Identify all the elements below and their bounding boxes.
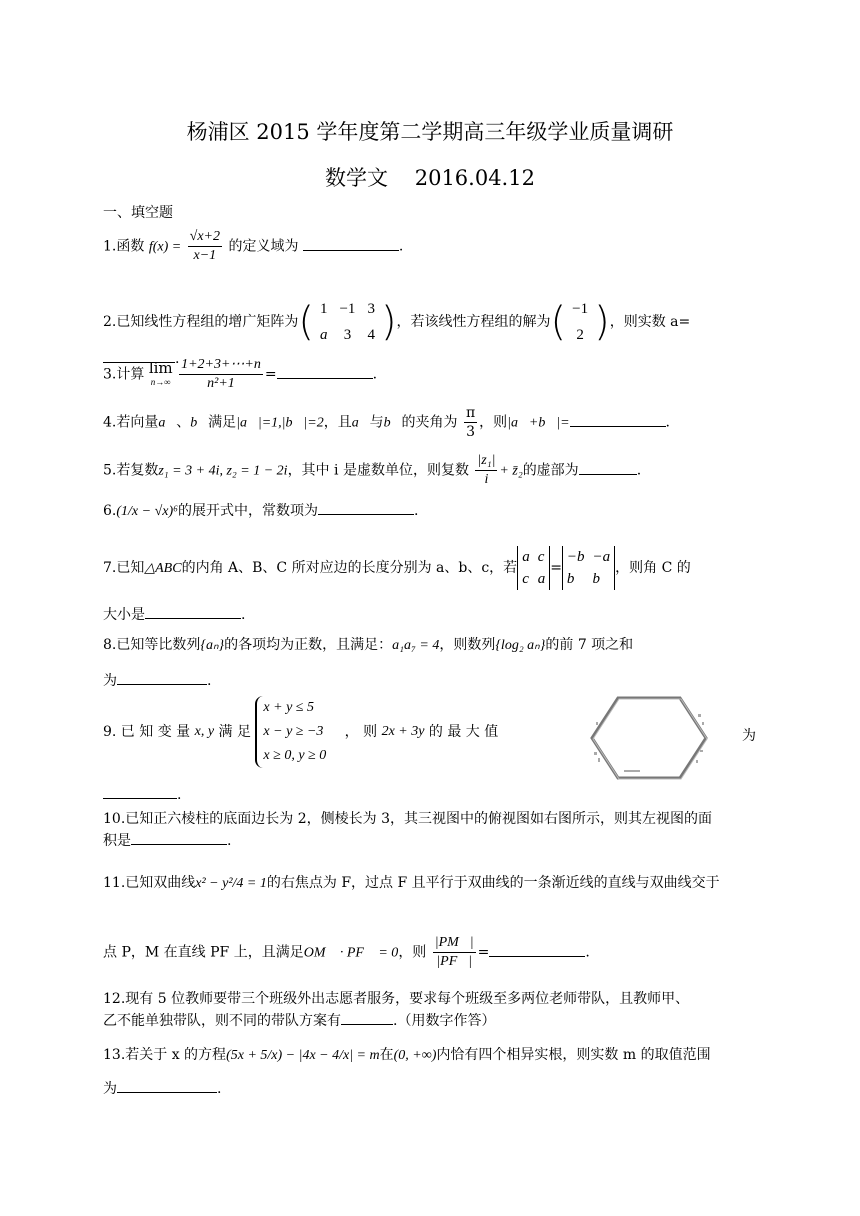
question-12 xyxy=(103,988,758,1010)
hexagon-icon xyxy=(588,692,710,784)
q8-sequence: {aₙ} xyxy=(200,638,225,653)
q11-prefix: 11.已知双曲线 xyxy=(103,875,196,891)
q1-denominator: x−1 xyxy=(193,248,217,263)
q5-expression: z₁ = 3 + 4i, z₂ = 1 − 2i xyxy=(158,463,288,479)
q5-prefix: 5.若复数 xyxy=(103,462,159,479)
q12-line2: 乙不能单独带队，则不同的带队方案有 xyxy=(103,1013,341,1029)
q2-cell: 3 xyxy=(367,301,375,317)
q3-answer-blank[interactable] xyxy=(277,364,373,379)
q9-end: . xyxy=(177,787,182,803)
q11-answer-blank[interactable] xyxy=(489,942,585,957)
q6-text: 的展开式中，常数项为 xyxy=(178,503,318,519)
q13-line2: 为 xyxy=(103,1081,117,1097)
question-10 xyxy=(103,808,758,830)
q3-lim: lim xyxy=(148,358,173,377)
q7-det-cell: c xyxy=(537,549,545,565)
q9-text: 满 足 xyxy=(218,724,251,740)
question-3 xyxy=(103,356,758,393)
q8-prefix: 8.已知等比数列 xyxy=(103,637,201,653)
question-7 xyxy=(103,546,758,590)
q4-magnitude: |a⃗+b⃗|= xyxy=(507,415,570,431)
q2-cell: 3 xyxy=(343,327,352,343)
q2-cell: −1 xyxy=(339,301,356,317)
q5-text: ，其中 i 是虚数单位，则复数 xyxy=(287,462,469,479)
q3-denominator: n²+1 xyxy=(207,376,235,391)
q2-sol-rparen: ) xyxy=(594,299,610,345)
q3-eq: = xyxy=(264,366,277,383)
q1-fraction xyxy=(188,228,222,265)
q8-text: 的前 7 项之和 xyxy=(545,637,634,653)
q11-denominator: |PF⃗| xyxy=(436,954,473,969)
question-10-line-2 xyxy=(103,830,758,852)
q5-answer-blank[interactable] xyxy=(579,460,637,475)
q10-line2: 积是 xyxy=(103,833,131,849)
q5-end: . xyxy=(636,462,642,479)
q12-answer-blank[interactable] xyxy=(341,1010,393,1025)
q2-prefix: 2.已知线性方程组的增广矩阵为 xyxy=(103,314,299,330)
q3-prefix: 3.计算 xyxy=(103,366,145,383)
q8-text: 的各项均为正数，且满足： xyxy=(224,637,393,653)
q1-function: f(x) = xyxy=(148,239,182,255)
q7-det-cell: b xyxy=(566,571,575,587)
question-13-line-2 xyxy=(103,1078,758,1100)
q12-text: 12.现有 5 位教师要带三个班级外出志愿者服务，要求每个班级至多两位老师带队，且教师甲、 xyxy=(103,991,690,1007)
q11-hyperbola: x² − y²/4 = 1 xyxy=(195,876,267,891)
q2-cell: 1 xyxy=(319,301,328,317)
q4-vector-a: a⃗ xyxy=(158,415,177,431)
q9-answer-blank[interactable] xyxy=(103,784,177,799)
hexagon-figure xyxy=(588,692,710,784)
q3-limit xyxy=(148,358,173,389)
question-6 xyxy=(103,500,758,523)
question-8-line-2 xyxy=(103,670,758,692)
q4-angle-num: π xyxy=(465,405,476,421)
q7-line2: 大小是 xyxy=(103,607,145,623)
question-5 xyxy=(103,452,758,489)
q1-end: . xyxy=(398,238,404,255)
q2-matrix-rparen: ) xyxy=(380,299,397,345)
q4-angle xyxy=(464,404,477,441)
q4-prefix: 4.若向量 xyxy=(103,414,159,431)
q7-eq: = xyxy=(550,560,562,576)
q11-line2: 点 P，M 在直线 PF 上，且满足 xyxy=(103,944,304,961)
q8-line2: 为 xyxy=(103,673,117,689)
q7-determinant-2 xyxy=(562,546,615,590)
section-heading: 一、填空题 xyxy=(103,205,173,221)
q5-denominator: i xyxy=(484,472,489,487)
q7-det-cell: −b xyxy=(566,549,585,565)
q4-condition: |a⃗|=1,|b⃗|=2 xyxy=(236,415,324,431)
q13-prefix: 13.若关于 x 的方程 xyxy=(103,1047,227,1063)
q6-end: . xyxy=(414,503,419,519)
q5-fraction xyxy=(475,452,497,489)
page-subtitle: 数学文 2016.04.12 xyxy=(325,166,535,190)
q7-det-cell: −a xyxy=(592,549,611,565)
q13-interval: (0, +∞) xyxy=(393,1048,437,1063)
q12-end: .（用数字作答） xyxy=(393,1013,496,1029)
q8-text: ，则数列 xyxy=(439,637,496,653)
q2-matrix-lparen: ( xyxy=(298,299,314,345)
q9-system xyxy=(255,696,326,768)
q7-text: ，则角 C 的 xyxy=(615,560,691,576)
q4-vector-b: b⃗ xyxy=(383,415,402,431)
q1-numerator: √x+2 xyxy=(188,228,222,247)
q9-constraint: x + y ≤ 5 xyxy=(263,700,314,715)
q2-sol-cell: 2 xyxy=(576,327,584,343)
question-1 xyxy=(103,228,758,265)
question-8 xyxy=(103,634,758,657)
q4-sep: 、 xyxy=(176,414,191,431)
q13-text: 内恰有四个相异实根，则实数 m 的取值范围 xyxy=(436,1047,711,1063)
q4-answer-blank[interactable] xyxy=(570,412,666,427)
q1-answer-blank[interactable] xyxy=(303,236,399,251)
q7-det-cell: a xyxy=(537,571,546,587)
q9-text-wei: 为 xyxy=(742,728,756,744)
q6-expression: (1/x − √x)⁶ xyxy=(116,504,178,519)
q2-cell: 4 xyxy=(367,327,375,343)
q9-text: 的 最 大 值 xyxy=(428,724,499,740)
q8-log-sequence: {log₂ aₙ} xyxy=(495,638,546,653)
q11-numerator: |PM⃗| xyxy=(433,934,476,953)
q7-det-cell: b xyxy=(592,571,601,587)
q13-answer-blank[interactable] xyxy=(117,1078,217,1093)
q9-constraint: x ≥ 0, y ≥ 0 xyxy=(263,748,327,763)
question-9-line-2 xyxy=(103,784,758,806)
q4-text: ，且 xyxy=(323,414,352,431)
q4-end: . xyxy=(665,414,670,431)
q4-angle-den: 3 xyxy=(466,424,476,440)
q2-solution xyxy=(566,296,594,348)
q2-cell: a xyxy=(319,327,328,343)
q11-fraction xyxy=(433,934,476,971)
q13-end: . xyxy=(217,1081,222,1097)
q11-text: ，则 xyxy=(398,944,427,961)
q5-plus-conj: + z̄₂ xyxy=(499,463,523,479)
q11-text: 的右焦点为 F，过点 F 且平行于双曲线的一条渐近线的直线与双曲线交于 xyxy=(266,875,720,891)
q7-det-cell: c xyxy=(522,571,529,587)
q6-answer-blank[interactable] xyxy=(318,500,414,515)
page-title: 杨浦区 2015 学年度第二学期高三年级学业质量调研 xyxy=(186,120,674,144)
question-11-line-2 xyxy=(103,934,758,971)
q9-prefix: 9. 已 知 变 量 xyxy=(103,724,191,740)
q9-vars: x, y xyxy=(194,724,215,739)
q5-numerator: |z₁| xyxy=(475,452,497,471)
q4-text: 的夹角为 xyxy=(401,414,458,431)
q2-sol-cell: −1 xyxy=(572,301,589,317)
q7-triangle: △ABC xyxy=(144,561,182,576)
q2-sol-lparen: ( xyxy=(550,299,567,345)
q3-end: . xyxy=(372,366,378,383)
question-4 xyxy=(103,404,758,441)
question-12-line-2 xyxy=(103,1010,758,1032)
q1-prefix: 1.函数 xyxy=(103,238,145,255)
q4-vector-a: a⃗ xyxy=(351,415,370,431)
q9-objective: 2x + 3y xyxy=(381,724,425,739)
q10-text: 10.已知正六棱柱的底面边长为 2，侧棱长为 3，其三视图中的俯视图如右图所示，则其左视图的面 xyxy=(103,811,712,827)
q2-text: ，若该线性方程组的解为 xyxy=(396,314,551,330)
q7-answer-blank[interactable] xyxy=(145,604,241,619)
q13-text: 在 xyxy=(379,1047,394,1063)
q7-text: 的内角 A、B、C 所对应边的长度分别为 a、b、c，若 xyxy=(181,560,518,576)
q3-lim-sub: n→∞ xyxy=(150,376,171,387)
q11-condition: OM⃗ · PF⃗ = 0 xyxy=(303,945,399,961)
q1-text: 的定义域为 xyxy=(228,238,299,255)
q11-eq: = xyxy=(477,944,490,961)
q2-matrix xyxy=(314,296,381,348)
q6-prefix: 6. xyxy=(103,503,117,519)
q5-text: 的虚部为 xyxy=(522,462,579,479)
q8-answer-blank[interactable] xyxy=(117,670,207,685)
q8-end: . xyxy=(207,673,212,689)
q3-numerator: 1+2+3+⋯+n xyxy=(179,356,263,375)
q7-prefix: 7.已知 xyxy=(103,560,145,576)
q4-text: ，则 xyxy=(479,414,508,431)
question-11 xyxy=(103,872,758,895)
q7-end: . xyxy=(241,607,246,623)
q10-end: . xyxy=(227,833,232,849)
question-7-line-2 xyxy=(103,604,758,626)
question-13 xyxy=(103,1044,758,1067)
q4-vector-b: b⃗ xyxy=(190,415,209,431)
q7-det-cell: a xyxy=(522,549,530,565)
q2-text-post: ，则实数 a= xyxy=(609,314,691,330)
q4-text: 满足 xyxy=(208,414,237,431)
q11-end: . xyxy=(585,944,590,961)
q3-fraction xyxy=(179,356,263,393)
q9-text: ， 则 xyxy=(344,724,378,740)
q13-equation: (5x + 5/x) − |4x − 4/x| = m xyxy=(226,1048,380,1063)
q9-constraint: x − y ≥ −3 xyxy=(263,724,324,739)
q7-determinant-1 xyxy=(517,546,550,590)
q2-end: . xyxy=(175,351,180,367)
q4-text: 与 xyxy=(369,414,384,431)
q10-answer-blank[interactable] xyxy=(131,830,227,845)
q8-condition: a₁a₇ = 4 xyxy=(392,638,440,653)
